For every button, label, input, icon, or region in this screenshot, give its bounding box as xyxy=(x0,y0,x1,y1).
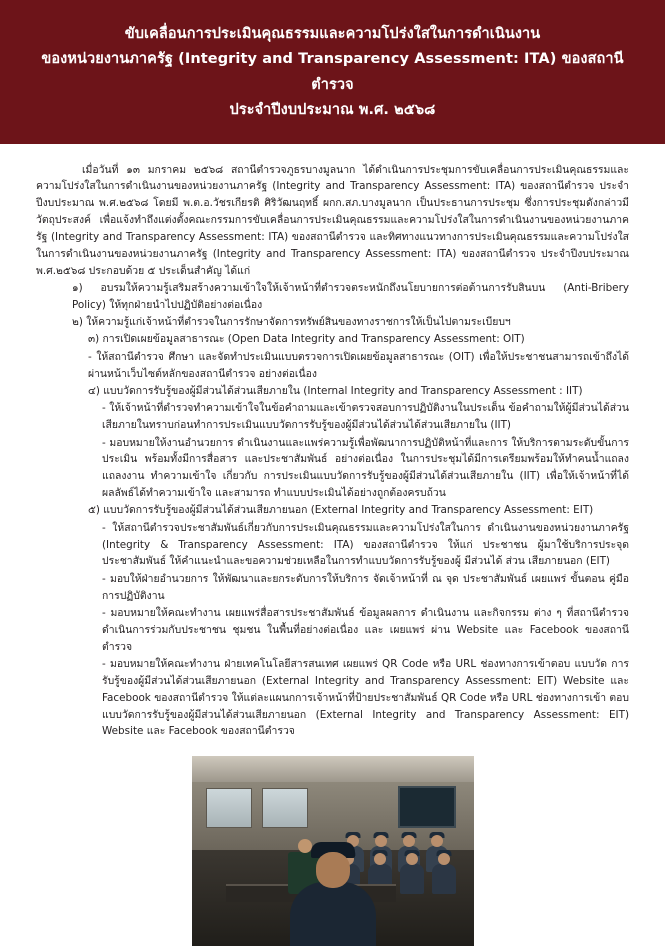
list-item: - ให้สถานีตำรวจ ศึกษา และจัดทำประเมินแบบตรวจการเปิดเผยข้อมูลสาธารณะ (OIT) เพื่อให้ประชาชนสามารถเข้าถึงได้ผ่านหน้าเว็บไซต์หลักของสถานีตำรวจ อย่างต่อเนื่อง xyxy=(36,349,629,383)
list-item: - มอบให้ฝ่ายอำนวยการ ให้พัฒนาและยกระดับการให้บริการ จัดเจ้าหน้าที่ ณ จุด ประชาสัมพันธ์ เผยแพร่ ขั้นตอน คู่มือการปฏิบัติงาน xyxy=(36,571,629,605)
page-header-banner xyxy=(0,0,665,144)
photo-head xyxy=(374,853,386,865)
photo-ceiling xyxy=(192,756,474,782)
photo-person xyxy=(432,864,456,894)
header-line-1: ขับเคลื่อนการประเมินคุณธรรมและความโปร่งใสในการดำเนินงาน xyxy=(40,22,625,47)
photo-window xyxy=(262,788,308,828)
photo-head xyxy=(316,852,350,888)
photo-head xyxy=(438,853,450,865)
photo-head xyxy=(298,839,312,853)
document-body xyxy=(0,144,665,946)
photo-foreground-officer xyxy=(290,882,376,946)
header-line-3: ประจำปีงบประมาณ พ.ศ. ๒๕๖๘ xyxy=(40,98,625,123)
photo-projector-screen xyxy=(398,786,456,828)
list-item: - ให้เจ้าหน้าที่ตำรวจทำความเข้าใจในข้อคำถามและเข้าตรวจสอบการปฏิบัติงานในประเด็น ข้อคำถามให้ผู้มีส่วนได้ส่วนเสียภายในทราบก่อนทำการประเมินแบบวัดการรับรู้ของผู้มีส่วนได้ส่วนได้ส่วนเสียภายใน (IIT) xyxy=(36,400,629,434)
list-item: ๒) ให้ความรู้แก่เจ้าหน้าที่ตำรวจในการรักษาจัดการทรัพย์สินของทางราชการให้เป็นไปตามระเบียบฯ xyxy=(36,314,629,331)
photo-container xyxy=(36,756,629,946)
list-item: - มอบหมายให้คณะทำงาน เผยแพร่สื่อสารประชาสัมพันธ์ ข้อมูลผลการ ดำเนินงาน และกิจกรรม ต่าง ๆ ที่สถานีตำรวจดำเนินการร่วมกับประชาชน ชุมชน ในพื้นที่อย่างต่อเนื่อง และ เผยแพร่ ผ่าน Website และ Facebook ของสถานีตำรวจ xyxy=(36,605,629,656)
photo-head xyxy=(403,835,415,847)
list-item: ๔) แบบวัดการรับรู้ของผู้มีส่วนได้ส่วนเสียภายใน (Internal Integrity and Transparency Assessment : IIT) xyxy=(36,383,629,400)
list-item: ๓) การเปิดเผยข้อมูลสาธารณะ (Open Data Integrity and Transparency Assessment: OIT) xyxy=(36,331,629,348)
photo-head xyxy=(375,835,387,847)
list-item: - มอบหมายให้งานอำนวยการ ดำเนินงานและแพร่ความรู้เพื่อพัฒนาการปฏิบัติหน้าที่และการ ให้บริการตามระดับขั้นการประเมิน พร้อมทั้งมีการสื่อสาร และประชาสัมพันธ์ อย่างต่อเนื่อง ในการประชุมได้มีการเตรียมพร้อมให้ทำคนน้ำแถลงแถลงงาน ทำความเข้าใจ เกี่ยวกับ การประเมินแบบวัดการรับรู้ของผู้มีส่วนได้ส่วนเสียภายใน (IIT) เพื่อให้เจ้าหน้าที่ได้ผลลัพธ์ได้ทำความเข้าใจ และสามารถ ทำแบบประเมินได้อย่างถูกต้องครบถ้วน xyxy=(36,435,629,502)
photo-head xyxy=(406,853,418,865)
meeting-photo xyxy=(192,756,474,946)
photo-head xyxy=(431,835,443,847)
header-line-2: ของหน่วยงานภาครัฐ (Integrity and Transparency Assessment: ITA) ของสถานีตำรวจ xyxy=(40,47,625,98)
intro-paragraph: เมื่อวันที่ ๑๓ มกราคม ๒๕๖๘ สถานีตำรวจภูธรบางมูลนาก ได้ดำเนินการประชุมการขับเคลื่อนการประเมินคุณธรรมและความโปร่งใสในการดำเนินงานของหน่วยงานภาครัฐ (Integrity and Transparency Assessment: ITA) ของสถานีตำรวจ ประจำปีงบประมาณ พ.ศ.๒๕๖๘ โดยมี พ.ต.อ.วัชรเกียรติ ศิริวัฒนฤทธิ์ ผกก.สภ.บางมูลนาก เป็นประธานการประชุม ซึ่งการประชุมดังกล่าวมีวัตถุประสงค์ เพื่อแจ้งทำถึงแต่งตั้งคณะกรรมการขับเคลื่อนการประเมินคุณธรรมและความโปร่งใสในการดำเนินงานของหน่วยงานภาครัฐ (Integrity and Transparency Assessment: ITA) ของสถานีตำรวจ และทิศทางแนวทางการประเมินคุณธรรมและความโปร่งใสในการดำเนินงานของหน่วยงานภาครัฐ (Integrity and Transparency Assessment: ITA) ของสถานีตำรวจ ประจำปีงบประมาณ พ.ศ.๒๕๖๘ ประกอบด้วย ๕ ประเด็นสำคัญ ได้แก่ xyxy=(36,162,629,280)
photo-person xyxy=(400,864,424,894)
list-item: ๑) อบรมให้ความรู้เสริมสร้างความเข้าใจให้เจ้าหน้าที่ตำรวจตระหนักถึงนโยบายการต่อต้านการรับสินบน (Anti-Bribery Policy) ให้ทุกฝ่ายนำไปปฏิบัติอย่างต่อเนื่อง xyxy=(36,280,629,314)
list-item: - ให้สถานีตำรวจประชาสัมพันธ์เกี่ยวกับการประเมินคุณธรรมและความโปร่งใสในการ ดำเนินงานของหน่วยงานภาครัฐ (Integrity & Transparency Assessment: ITA) ของสถานีตำรวจ ให้แก่ ประชาชน ผู้มาใช้บริการประจุดประชาสัมพันธ์ ให้คำแนะนำและขอความช่วยเหลือในการทำแบบวัดการรับรู้ของผู้ มีส่วนได้ ส่วน เสียภายนอก (EIT) xyxy=(36,520,629,571)
list-item: - มอบหมายให้คณะทำงาน ฝ่ายเทคโนโลยีสารสนเทศ เผยแพร่ QR Code หรือ URL ช่องทางการเข้าตอบ แบบวัด การรับรู้ของผู้มีส่วนได้ส่วนเสียภายนอก (External Integrity and Transparency Assessment: EIT) Website และ Facebook ของสถานีตำรวจ ให้แต่ละแผนกการเจ้าหน้าที่ป้ายประชาสัมพันธ์ QR Code หรือ URL ช่องทางการเข้า ตอบ แบบวัดการรับรู้ของผู้มีส่วนได้ส่วนเสียภายนอก (External Integrity and Transparency Assessment: EIT) Website และ Facebook ของสถานีตำรวจ xyxy=(36,656,629,740)
list-item: ๕) แบบวัดการรับรู้ของผู้มีส่วนได้ส่วนเสียภายนอก (External Integrity and Transparency Assessment: EIT) xyxy=(36,502,629,519)
photo-window xyxy=(206,788,252,828)
